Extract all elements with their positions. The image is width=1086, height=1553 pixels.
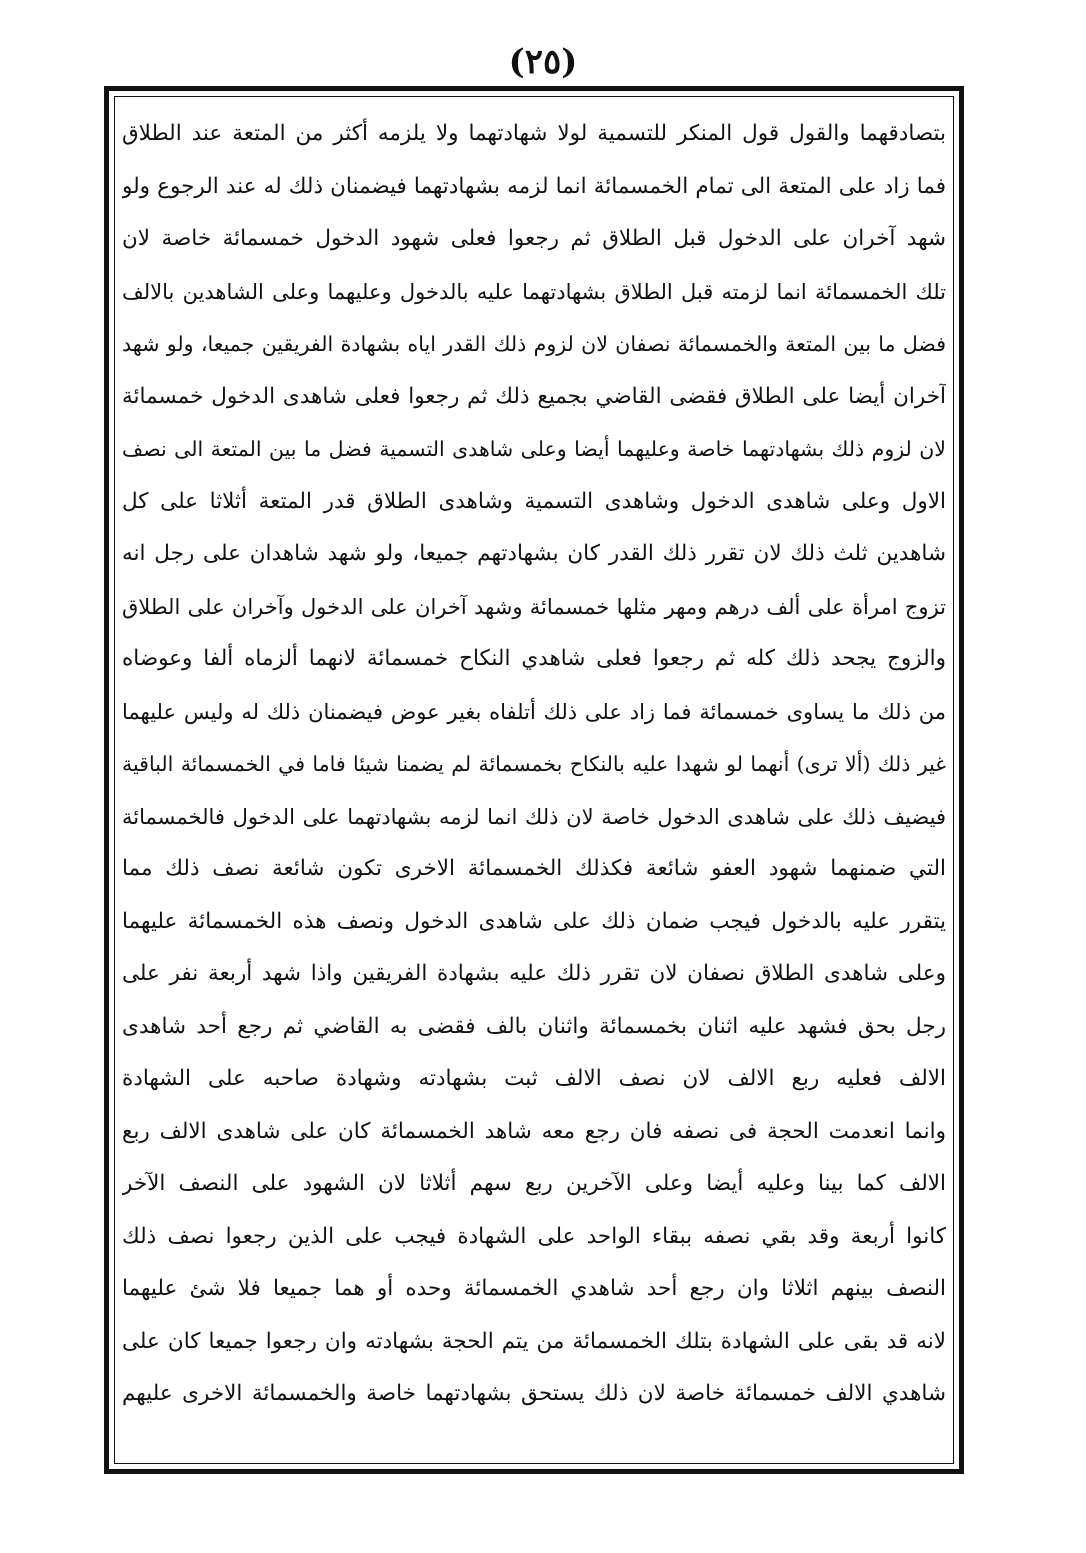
page-number: (٢٥) (508, 42, 578, 82)
text-line: التي ضمنهما شهود العفو شائعة فكذلك الخمسمائة الاخرى تكون شائعة نصف ذلك مما (122, 856, 946, 881)
text-line: فيضيف ذلك على شاهدى الدخول خاصة لان ذلك انما لزمه بشهادتهما على الدخول فالخمسمائة (122, 804, 946, 829)
text-line: شاهدي الالف خمسمائة خاصة لان ذلك يستحق بشهادتهما خاصة والخمسمائة الاخرى عليهم (122, 1381, 946, 1406)
text-line: لان لزوم ذلك بشهادتهما خاصة وعليهما أيضا وعلى شاهدى التسمية فضل ما بين المتعة الى نصف (122, 437, 946, 461)
text-line: شهد آخران على الدخول قبل الطلاق ثم رجعوا فعلى شهود الدخول خمسمائة خاصة لان (122, 226, 946, 251)
text-line: شاهدين ثلث ذلك لان تقرر ذلك القدر كان بشهادتهم جميعا، ولو شهد شاهدان على رجل انه (122, 541, 946, 566)
text-line: تلك الخمسمائة انما لزمته قبل الطلاق بشهادتهما عليه بالدخول وعليهما وعلى الشاهدين بالالف (122, 279, 946, 304)
text-line: الاول وعلى شاهدى الدخول وشاهدى التسمية وشاهدى الطلاق قدر المتعة أثلاثا على كل (122, 488, 946, 514)
text-line: وانما انعدمت الحجة فى نصفه فان رجع معه شاهد الخمسمائة كان على شاهدى الالف ربع (122, 1118, 946, 1144)
text-line: من ذلك ما يساوى خمسمائة فما زاد على ذلك أتلفاه بغير عوض فيضمنان ذلك له وليس عليهما (122, 699, 946, 724)
text-line: الالف فعليه ربع الالف لان نصف الالف ثبت بشهادته وشهادة صاحبه على الشهادة (122, 1066, 946, 1091)
text-line: آخران أيضا على الطلاق فقضى القاضي بجميع ذلك ثم رجعوا فعلى شاهدى الدخول خمسمائة (122, 383, 946, 409)
text-line: تزوج امرأة على ألف درهم ومهر مثلها خمسمائة وشهد آخران على الدخول وآخران على الطلاق (122, 594, 946, 619)
text-line: يتقرر عليه بالدخول فيجب ضمان ذلك على شاهدى الدخول ونصف هذه الخمسمائة عليهما (122, 908, 946, 934)
text-line: فما زاد على المتعة الى تمام الخمسمائة انما لزمه بشهادتهما فيضمنان ذلك له عند الرجوع ولو (122, 173, 946, 199)
text-line: والزوج يجحد ذلك كله ثم رجعوا فعلى شاهدي النكاح خمسمائة لانهما ألزماه ألفا وعوضاه (122, 646, 946, 671)
text-line: وعلى شاهدى الطلاق نصفان لان تقرر ذلك عليه بشهادة الفريقين واذا شهد أربعة نفر على (122, 961, 946, 986)
text-line: لانه قد بقى على الشهادة بتلك الخمسمائة من يتم الحجة بشهادته وان رجعوا جميعا كان على (122, 1328, 946, 1354)
body-text (122, 108, 946, 1458)
text-line: الالف كما بينا وعليه أيضا وعلى الآخرين ربع سهم أثلاثا لان الشهود على النصف الآخر (122, 1171, 946, 1196)
text-line: فضل ما بين المتعة والخمسمائة نصفان لان لزوم ذلك القدر اياه بشهادة الفريقين جميعا، ولو شهد (122, 332, 946, 356)
text-line: بتصادقهما والقول قول المنكر للتسمية لولا شهادتهما ولا يلزمه أكثر من المتعة عند الطلاق (122, 121, 946, 146)
text-line: النصف بينهم اثلاثا وان رجع أحد شاهدي الخمسمائة وحده أو هما جميعا فلا شئ عليهما (122, 1276, 946, 1301)
text-line: غير ذلك (ألا ترى) أنهما لو شهدا عليه بالنكاح بخمسمائة لم يضمنا شيئا فاما في الخمسمائة الباقية (122, 752, 946, 776)
text-line: كانوا أربعة وقد بقي نصفه ببقاء الواحد على الشهادة فيجب على الذين رجعوا نصف ذلك (122, 1223, 946, 1249)
text-line: رجل بحق فشهد عليه اثنان بخمسمائة واثنان بالف فقضى به القاضي ثم رجع أحد شاهدى (122, 1013, 946, 1039)
